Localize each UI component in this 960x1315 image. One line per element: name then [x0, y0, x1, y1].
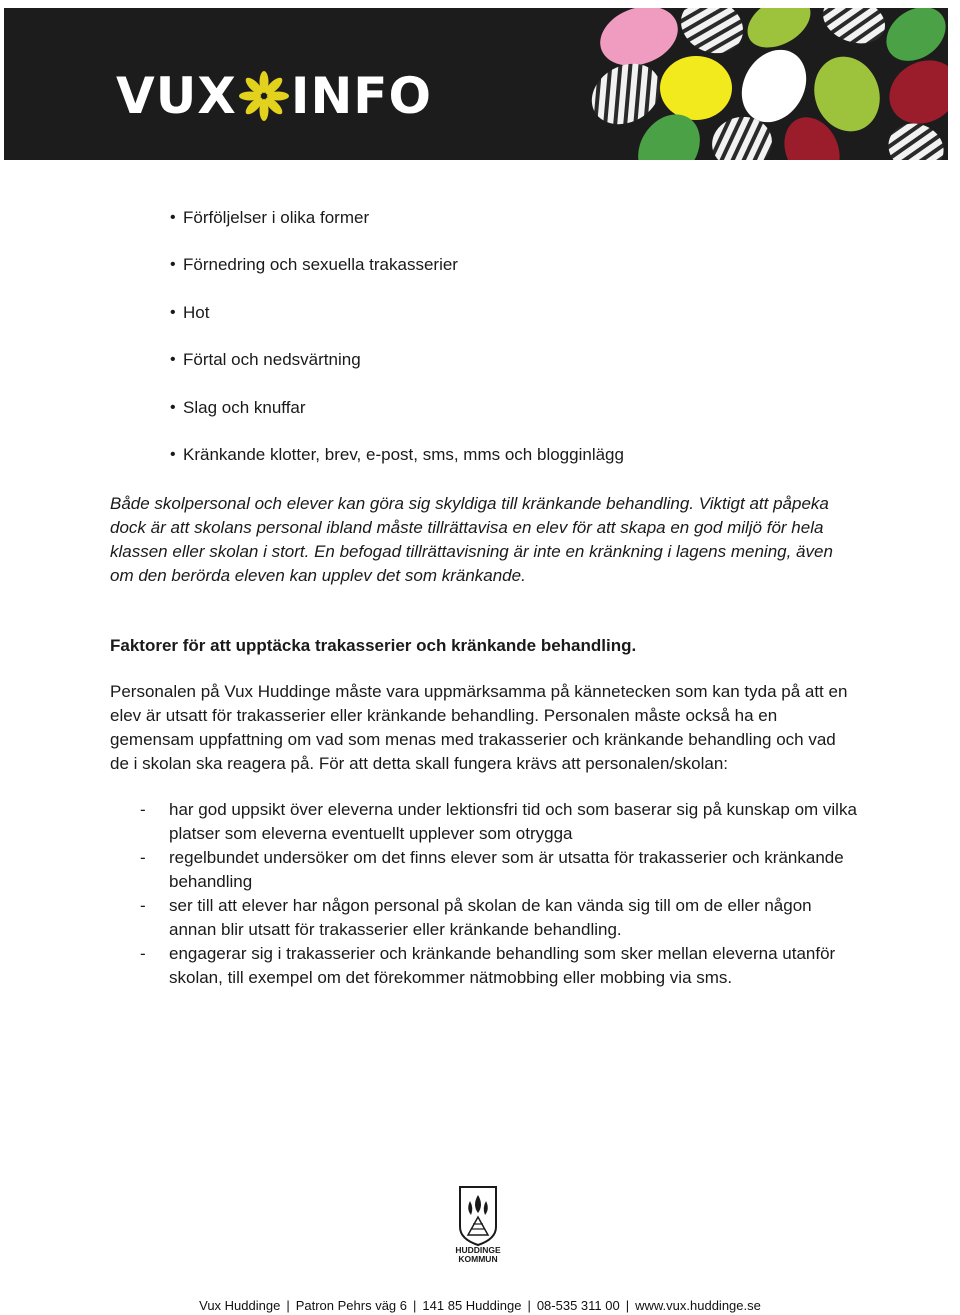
section-heading: Faktorer för att upptäcka trakasserier och kränkande behandling. [110, 636, 637, 655]
footer-separator: | [625, 1298, 630, 1313]
footer-address: Patron Pehrs väg 6 [295, 1298, 408, 1313]
italic-paragraph: Både skolpersonal och elever kan göra sig skyldiga till kränkande behandling. Viktigt att påpeka dock är att skolans personal ibland måste tillrättavisa en elev för att skapa en god miljö för hela klassen eller skolan i stort. En befogad tillrättavisning är inte en kränkning i lagens mening, även om den berörda eleven kan upplev det som kränkande. [110, 494, 833, 585]
list-item [140, 942, 860, 990]
list-item [170, 205, 624, 252]
petal-yellow [660, 56, 732, 120]
footer-separator: | [527, 1298, 531, 1313]
petal-red-right [878, 48, 948, 136]
dash-mark: - [140, 896, 146, 915]
page-footer [0, 1298, 960, 1313]
petal-zebra-top [672, 8, 752, 63]
flower-star-icon [239, 71, 289, 121]
footer-separator: | [286, 1298, 290, 1313]
list-item-text: Förtal och nedsvärtning [183, 350, 361, 370]
bullet-mark: • [170, 303, 176, 321]
bullet-mark: • [170, 256, 176, 274]
dash-mark: - [140, 944, 146, 963]
footer-phone: 08-535 311 00 [536, 1298, 620, 1313]
footer-separator: | [413, 1298, 417, 1313]
vux-info-logo [116, 66, 432, 126]
list-item-text: Kränkande klotter, brev, e-post, sms, mms och blogginlägg [183, 444, 624, 464]
list-item [170, 252, 624, 299]
list-item [170, 442, 624, 489]
logo-text-right: INFO [290, 67, 432, 125]
list-item-text: Hot [183, 302, 210, 322]
bullet-mark: • [170, 398, 176, 416]
list-item [140, 894, 860, 942]
list-item [140, 798, 860, 846]
list-item-text: regelbundet undersöker om det finns elever som är utsatta för trakasserier och kränkande behandling [169, 848, 844, 891]
dash-list [140, 798, 860, 990]
petal-decoration [564, 8, 948, 160]
list-item-text: har god uppsikt över eleverna under lektionsfri tid och som baserar sig på kunskap om vilka platser som eleverna eventuellt upplever som otrygga [169, 800, 857, 843]
footer-postal: 141 85 Huddinge [422, 1298, 522, 1313]
petal-zebra-top-right [816, 8, 891, 52]
huddinge-kommun-emblem [448, 1183, 508, 1265]
bullet-mark: • [170, 445, 176, 463]
dash-mark: - [140, 848, 146, 867]
footer-org: Vux Huddinge [199, 1298, 281, 1313]
list-item [140, 846, 860, 894]
bullet-mark: • [170, 209, 176, 226]
header-banner [4, 8, 948, 160]
emblem-line1: HUDDINGE [455, 1245, 501, 1255]
list-item-text: Förföljelser i olika former [183, 208, 370, 227]
section-paragraph: Personalen på Vux Huddinge måste vara uppmärksamma på kännetecken som kan tyda på att en elev är utsatt för trakasserier eller kränkande behandling. Personalen måste också ha en gemensam uppfattning om vad som menas med trakasserier och kränkande behandling och vad de i skolan ska reagera på. För att detta skall fungera krävs att personalen/skolan: [110, 682, 848, 773]
list-item [170, 347, 624, 394]
footer-website[interactable]: www.vux.huddinge.se [635, 1298, 761, 1313]
dash-mark: - [140, 800, 146, 819]
list-item [170, 300, 624, 347]
emblem-line2: KOMMUN [458, 1254, 498, 1264]
list-item-text: ser till att elever har någon personal på skolan de kan vända sig till om de eller någon annan blir utsatt för trakasserier eller kränkande behandling. [169, 896, 812, 939]
bullet-mark: • [170, 351, 176, 369]
list-item-text: Slag och knuffar [183, 397, 306, 417]
list-item-text: Förnedring och sexuella trakasserier [183, 255, 458, 275]
bullet-list [170, 205, 624, 489]
list-item-text: engagerar sig i trakasserier och kränkande behandling som sker mellan eleverna utanför skolan, till exempel om det förekommer nätmobbing eller mobbing via sms. [169, 944, 836, 987]
logo-text-left: VUX [116, 67, 237, 125]
list-item [170, 395, 624, 442]
